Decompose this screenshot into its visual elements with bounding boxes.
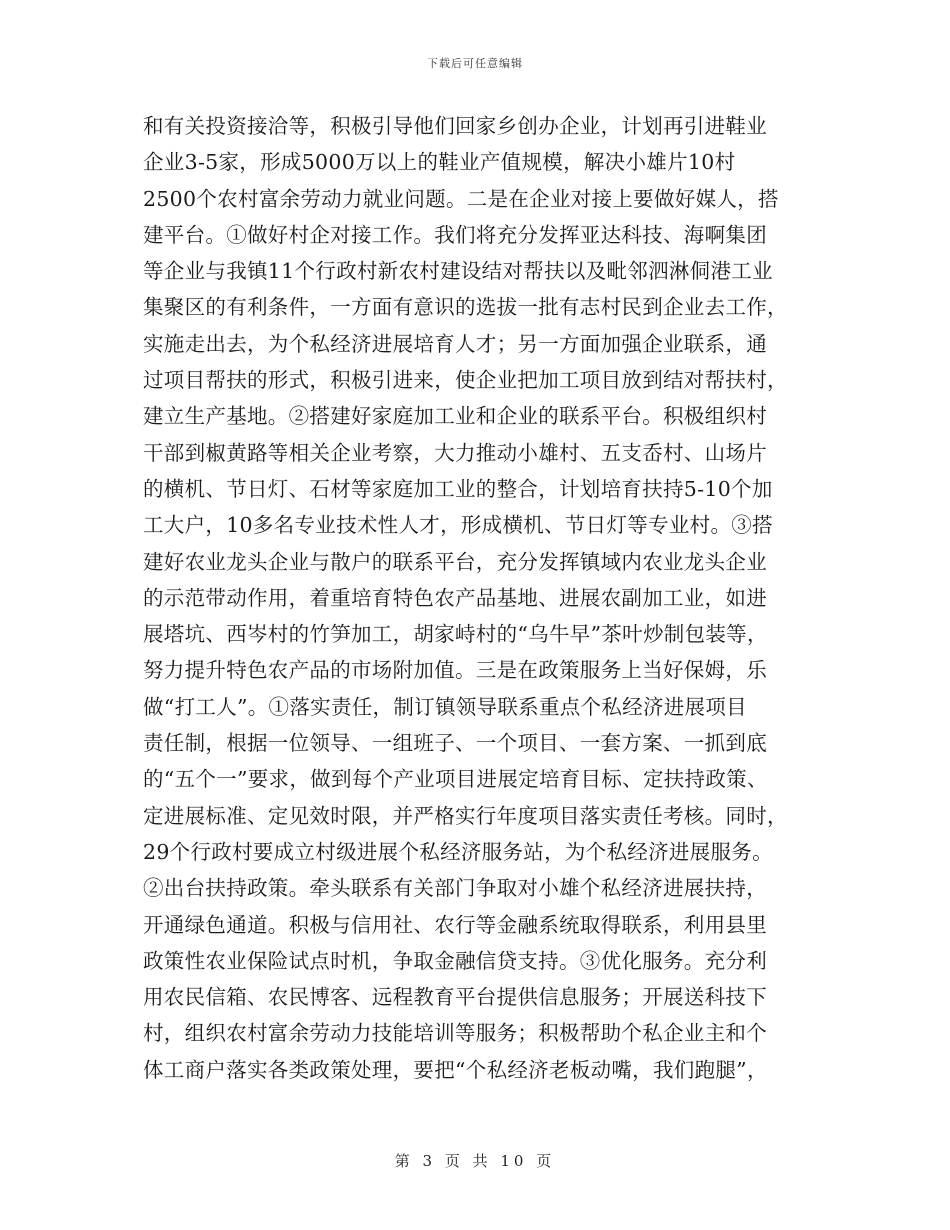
body-line: 的横机、节日灯、石材等家庭加工业的整合，计划培育扶持5-10个加: [143, 476, 773, 501]
body-line: 工大户，10多名专业技术性人才，形成横机、节日灯等专业村。③搭: [143, 513, 773, 538]
body-line: 展塔坑、西岑村的竹笋加工，胡家峙村的“乌牛早”茶叶炒制包装等，: [143, 622, 768, 647]
body-line: 建平台。①做好村企对接工作。我们将充分发挥亚达科技、海啊集团: [143, 222, 767, 247]
body-line: 体工商户落实各类政策处理，要把“个私经济老板动嘴，我们跑腿”，: [143, 1057, 768, 1082]
document-body: [143, 108, 811, 1088]
body-line: 村，组织农村富余劳动力技能培训等服务；积极帮助个私企业主和个: [143, 1021, 767, 1046]
body-line: 用农民信箱、农民博客、远程教育平台提供信息服务；开展送科技下: [143, 985, 767, 1010]
body-line: 政策性农业保险试点时机，争取金融信贷支持。③优化服务。充分利: [143, 948, 767, 973]
body-line: 等企业与我镇11个行政村新农村建设结对帮扶以及毗邻泗淋侗港工业: [143, 259, 773, 284]
body-line: 过项目帮扶的形式，积极引进来，使企业把加工项目放到结对帮扶村，: [143, 368, 788, 393]
body-line: 的“五个一”要求，做到每个产业项目进展定培育目标、定扶持政策、: [143, 767, 768, 792]
body-line: 责任制，根据一位领导、一组班子、一个项目、一套方案、一抓到底: [143, 731, 767, 756]
body-line: 和有关投资接洽等，积极引导他们回家乡创办企业，计划再引进鞋业: [143, 114, 767, 138]
body-line: 建好农业龙头企业与散户的联系平台，充分发挥镇域内农业龙头企业: [143, 549, 767, 574]
page-header: 下载后可任意编辑: [427, 57, 523, 70]
body-line: 努力提升特色农产品的市场附加值。三是在政策服务上当好保姆，乐: [143, 658, 767, 683]
body-line: 开通绿色通道。积极与信用社、农行等金融系统取得联系，利用县里: [143, 912, 767, 937]
body-line: 实施走出去，为个私经济进展培育人才；另一方面加强企业联系，通: [143, 331, 767, 356]
body-line: 干部到椒黄路等相关企业考察，大力推动小雄村、五支岙村、山场片: [143, 440, 767, 465]
body-line: 的示范带动作用，着重培育特色农产品基地、进展农副加工业，如进: [143, 585, 767, 610]
body-line: 企业3-5家，形成5000万以上的鞋业产值规模，解决小雄片10村: [143, 150, 736, 175]
body-line: 定进展标准、定见效时限，并严格实行年度项目落实责任考核。同时，: [143, 803, 788, 828]
body-line: 2500个农村富余劳动力就业问题。二是在企业对接上要做好媒人，搭: [143, 186, 779, 211]
page-number: 第 3 页 共 10 页: [394, 1152, 556, 1170]
body-line: 建立生产基地。②搭建好家庭加工业和企业的联系平台。积极组织村: [143, 404, 767, 429]
body-line: 集聚区的有利条件，一方面有意识的选拔一批有志村民到企业去工作，: [143, 295, 788, 320]
body-line: 做“打工人”。①落实责任，制订镇领导联系重点个私经济进展项目: [143, 694, 747, 719]
body-line: ②出台扶持政策。牵头联系有关部门争取对小雄个私经济进展扶持，: [143, 876, 767, 901]
body-line: 29个行政村要成立村级进展个私经济服务站，为个私经济进展服务。: [143, 839, 773, 864]
